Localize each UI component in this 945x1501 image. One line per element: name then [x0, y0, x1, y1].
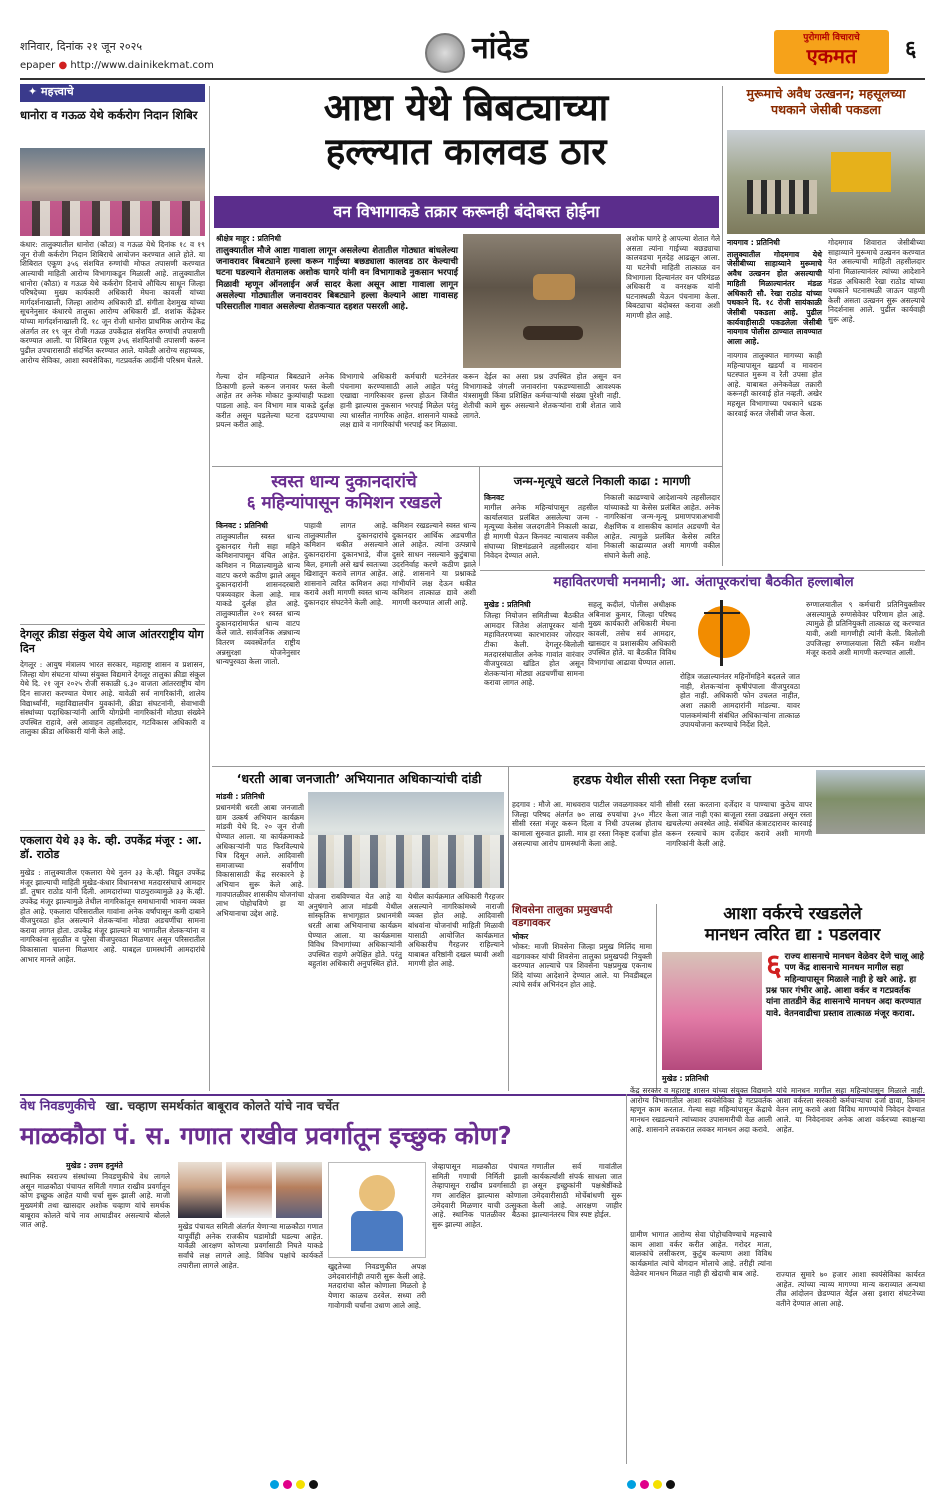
epaper-link[interactable]	[20, 60, 214, 73]
bottom-body: जेव्हापासून माळकौठा पंचायत समिती गणाची निर्मिती झाली तेव्हापासून राखीव प्रवर्गासाठी हा गण आरक्षित झाल्यास कोणाला उमेदवारी मिळणार याची उत्सुकता आहे. स्थानिक पातळीवर बैठका सुरू झाल्या आहेत.	[432, 1162, 528, 1229]
shivsena-box	[512, 904, 652, 1090]
lead-body: करून देईल का असा प्रश्न उपस्थित होत असून वन विभागाकडे जंगली जनावरांना पकडण्यासाठी आवश्यक यंत्रसामुग्री किंवा प्रशिक्षित कर्मचाऱ्यांची संख्या पुरेशी नाही. शेतीची कामे सुरू असल्याने शेतकऱ्यांना रात्री शेतात जावे लागते.	[463, 372, 621, 420]
ration-body: कमिशन रखडल्याने स्वस्त धान्य दुकानदार आर्थिक अडचणीत आले आहेत. त्यांना उत्पन्नाचे दुसरे साधन नसल्याने कुटुंबाचा उदरनिर्वाह करणे कठीण झाले आहे. शासनाने या प्रश्नाकडे गांभीर्याने लक्ष देऊन थकीत कमिशन तात्काळ द्यावे अशी मागणी करण्यात आली आहे.	[392, 521, 476, 607]
headline-line: ६ महिन्यांपासून कमिशन रखडले	[246, 493, 442, 514]
column-rule	[209, 86, 210, 1091]
dharti-body: येथील कार्यक्रमात अधिकारी गैरहजर असल्याने नागरिकांमध्ये नाराजी व्यक्त होत आहे. आदिवासी बांधवांना योजनांची माहिती मिळावी यासाठी आयोजित कार्यक्रमात अधिकारीच गैरहजर राहिल्याने याबाबत वरिष्ठांनी दखल घ्यावी अशी मागणी होत आहे.	[408, 892, 504, 969]
sidebar	[20, 84, 205, 1094]
issue-date: शनिवार, दिनांक २१ जून २०२५	[20, 40, 143, 53]
story-body: मुखेड : तालुक्यातील एकलारा येथे नुतन ३३ के.व्ही. विद्युत उपकेंद्र मंजूर झाल्याची माहिती मुखेड-कंधार विधानसभा मतदारसंघाचे आमदार डॉ. तुषार राठोड यांनी दिली. आमदारांच्या पाठपुराव्यामुळे ३३ के.व्ही. उपकेंद्र मंजूर झाल्यामुळे तेथील नागरिकांतून समाधानाची भावना व्यक्त होत आहे. एकलारा परिसरातील गावांना अनेक वर्षांपासून कमी दाबाने वीजपुरवठा होत असल्याने शेतकऱ्यांना मोठ्या अडचणींचा सामना करावा लागत होता. उपकेंद्र मंजूर झाल्याने या भागातील शेतकऱ्यांना व नागरिकांना सुरळीत व पुरेसा वीजपुरवठा मिळणार असून परिसरातील विकासाला चालना मिळणार आहे. याबद्दल ग्रामस्थांनी आमदारांचे आभार मानले आहेत.	[20, 868, 205, 964]
paper-logo	[774, 30, 889, 74]
lead-subhead: वन विभागाकडे तक्रार करूनही बंदोबस्त होईना	[333, 202, 600, 221]
lead-body: विभागाचे अधिकारी कर्मचारी घटनेनंतर पंचनामा करण्यासाठी आले आहेत परंतु एखाद्या नागरिकावर हल्ला होऊन जिवीत हानी झाल्यास नुकसान भरपाई मिळेल परंतु त्या धास्तीत नागरिक आहेत. शासनाने याकडे लक्ष द्यावे व नागरिकांची भरपाई कर मिळावा.	[340, 372, 458, 430]
ration-byline: किनवट : प्रतिनिधी	[216, 521, 268, 530]
jcb-body: नायगाव तालुक्यात मागच्या काही महिन्यापासून खडर्यां व मावरान घटस्पात मुरूम व रेती उपसा होत आहे. याबाबत अनेकवेळा तक्रारी करूनही कारवाई होत नव्हती. अखेर महसूल विभागाच्या पथकाने धडक कारवाई करत जेसीबी जप्त केला.	[727, 350, 822, 418]
portrait-2	[226, 1162, 272, 1218]
birth-byline: किनवट	[484, 493, 505, 502]
headline-line: आशा वर्करचे रखडलेले	[723, 904, 862, 924]
birth-body: निकाली काढण्याचे आदेशान्वये तहसीलदार यांच्याकडे या केसेस प्रलंबित आहेत. अनेक नागरिकांना जन्म-मृत्यू प्रमाणपत्राअभावी शैक्षणिक व शासकीय कामांत अडचणी येत आहेत. त्यामुळे प्रलंबित केसेस त्वरित निकाली काढाव्यात अशी मागणी वकील संघाने केली आहे.	[604, 493, 720, 560]
shivsena-body: भोकर: माजी शिवसेना जिल्हा प्रमुख मिलिंद मामा वडगावकर यांची शिवसेना तालुका प्रमुखपदी नियुक्ती करण्यात आल्याचे पत्र शिवसेना पक्षप्रमुख एकनाथ शिंदे यांच्या आदेशाने देण्यात आले. या निवडीबद्दल त्यांचे सर्वत्र अभिनंदन होत आहे.	[512, 941, 652, 990]
headline-line: आष्टा येथे बिबट्याच्या	[323, 86, 609, 129]
event-photo	[308, 792, 504, 888]
page-number: ६	[905, 37, 917, 62]
mseb-body: रुग्णालयातील ९ कर्मचारी प्रतिनियुक्तीवर असल्यामुळे रुग्णसेवेवर परिणाम होत आहे. त्यामुळे ही प्रतिनियुक्ती तात्काळ रद्द करण्यात यावी, अशी मागणीही त्यांनी केली. बिलोली उपजिल्हा रुग्णालयाला सिटी स्कॅन मशीन मंजूर करावे अशी मागणी करण्यात आली.	[806, 600, 925, 658]
bottom-body: मुखेड पंचायत समिती अंतर्गत येणाऱ्या माळकौठा गणात यापूर्वीही अनेक राजकीय घडामोडी घडल्या आहेत. यावेळी आरक्षण कोणत्या प्रवर्गासाठी निघते याकडे सर्वांचे लक्ष लागले आहे. विविध पक्षांचे कार्यकर्ते तयारीला लागले आहेत.	[178, 1222, 323, 1270]
jcb-byline: नायगाव : प्रतिनिधी	[727, 238, 780, 247]
masthead	[0, 0, 945, 86]
story-body: कंधार: तालुक्यातील धानोरा (कौठा) व गऊळ येथे दिनांक १८ व १९ जून रोजी कर्करोग निदान शिबिराचे आयोजन करण्यात आले होते. या शिबिरात एकूण ३५६ संशयित रुग्णांची मोफत तपासणी करण्यात आल्याची माहिती आरोग्य विभागाकडून मिळाली आहे. तालुक्यातील धानोरा (कौठा) व गऊळ येथे कर्करोग दिनाचे औचित्य साधून जिल्हा परिषदेच्या मुख्य कार्यकारी अधिकारी मेघना कावली यांच्या मार्गदर्शनाखाली, जिल्हा आरोग्य अधिकारी डॉ. संगीता देशमुख यांच्या सूचनेनुसार कंधारचे तालुका आरोग्य अधिकारी डॉ. शशांक केंद्रेकर यांच्या मार्गदर्शनाखाली दि. १८ जून रोजी धानोरा प्राथमिक आरोग्य केंद्र अंतर्गत तर १९ जून रोजी गऊळ उपकेंद्रात संशयित रुग्णांची तपासणी करण्यात आली. या शिबिरात एकूण ३५६ संशयितांची तपासणी करून पुढील उपचारासाठी संदर्भित करण्यात आले. यावेळी आरोग्य सहाय्यक, आरोग्य सेविका, आशा स्वयंसेविका, गटप्रवर्तक आदींनी परिश्रम घेतले.	[20, 240, 205, 365]
power-icon-graphic	[680, 600, 766, 670]
jcb-intro-box	[727, 238, 822, 566]
asha-photo	[662, 952, 762, 1070]
star-icon: ✦	[28, 85, 42, 98]
globe-icon: ●	[58, 60, 68, 71]
road-side-text	[816, 838, 925, 900]
lead-headline	[216, 86, 716, 175]
cartoon-graphic	[328, 1162, 426, 1258]
dharti-headline: ‘धरती आबा जनजाती’ अभियानात अधिकाऱ्यांची दांडी	[236, 771, 482, 786]
headline-line: हल्ल्यात कालवड ठार	[325, 130, 607, 174]
section-rule	[212, 466, 722, 467]
asha-lead: राज्य शासनाचे मानधन वेळेवर देणे चालू आहे पण केंद्र शासनाचे मानधन मागील सहा महिन्यापासून मिळाले नाही हे खरे आहे. हा प्रश्न फार गंभीर आहे. आशा वर्कर व गटप्रवर्तक यांना तातडीने केंद्र शासनाचे मानधन अदा करण्यात यावे. वेतनवाढीचा प्रस्ताव तात्काळ मंजूर करावा.	[766, 952, 924, 1019]
story-title: धानोरा व गऊळ येथे कर्करोग निदान शिबिर	[20, 108, 198, 122]
dharti-body: प्रधानमंत्री धरती आबा जनजाती ग्राम उत्कर्ष अभियान कार्यक्रम मांडवी येथे दि. २० जून रोजी घेण्यात आला. या कार्यक्रमाकडे अधिकाऱ्यांनी पाठ फिरविल्याचे चित्र दिसून आले. आदिवासी समाजाच्या सर्वांगीण विकासासाठी केंद्र सरकारने हे अभियान सुरू केले आहे. गावपातळीवर शासकीय योजनांचा लाभ पोहोचविणे हा या अभियानाचा उद्देश आहे.	[216, 803, 304, 918]
jcb-headline: मुरूमाचे अवैध उत्खनन; महसूलच्या पथकाने जेसीबी पकडला	[746, 86, 906, 118]
story-title: देगलूर क्रीडा संकुल येथे आज आंतरराष्ट्रीय योग दिन	[20, 628, 204, 655]
kicker-label: वेध निवडणुकीचे	[20, 1099, 96, 1114]
asha-drop-cap: ६	[766, 948, 782, 983]
bottom-body: स्थानिक स्वराज्य संस्थांच्या निवडणुकीचे वेध लागले असून माळकौठा पंचायत समिती गणात राखीव प्रवर्गातून कोण इच्छुक आहेत याची चर्चा सुरू झाली आहे. माजी मुख्यमंत्री तथा खासदार अशोक चव्हाण यांचे समर्थक बाबूराव कोलते यांचे नाव आघाडीवर असल्याचे बोलले जात आहे.	[20, 1172, 170, 1230]
section-rule	[212, 766, 925, 767]
lead-intro: तालुक्यातील मौजे आष्टा गावाला लागून असलेल्या शेतातील गोठ्यात बांधलेल्या जनावरावर बिबट्याने हल्ला करून गाईच्या बछड्याला कालवड ठार केल्याची घटना घडल्याने शेतमालक अशोक घागरे यांनी वन विभागाकडे नुकसान भरपाई मिळावी म्हणून ऑनलाईन अर्ज सादर केला असून आष्टा गावाला लागून असलेल्या गोठ्यातील जनावरावर बिबट्याने हल्ला केल्याने आष्टा गावासह परिसरातील गावात असलेल्या शेतकऱ्यात दहशत पसरली आहे.	[216, 245, 458, 313]
mseb-headline: महावितरणची मनमानी; आ. अंतापूरकरांचा बैठकीत हल्लाबोल	[553, 574, 854, 590]
road-photo	[816, 770, 925, 834]
jcb-photo	[727, 130, 925, 234]
birth-body: मागील अनेक महिन्यांपासून तहसील कार्यालयात प्रलंबित असलेल्या जन्म - मृत्यूच्या केसेस जलदगतीने निकाली काढा, ही मागणी घेऊन किनवट न्यायालय वकील संघाच्या शिष्टमंडळाने तहसीलदार यांना निवेदन देण्यात आले.	[484, 503, 598, 561]
ration-headline	[214, 472, 474, 515]
bottom-byline: मुखेड : उत्तम हनुमंते	[66, 1161, 123, 1170]
print-registration-marks	[0, 1480, 945, 1496]
lead-byline: श्रीक्षेत्र माहूर : प्रतिनिधी	[216, 234, 282, 243]
lead-body: अशोक घागरे हे आपल्या शेतात गेले असता त्यांना गाईच्या बछड्याचा कालवडचा मृतदेह आढळून आला. या घटनेची माहिती तात्काळ वन विभागाला दिल्यानंतर वन परिमंडळ अधिकारी व वनरक्षक यांनी घटनास्थळी येऊन पंचनामा केला. बिबट्याचा बंदोबस्त करावा अशी मागणी होत आहे.	[626, 234, 720, 320]
headline-line: मानधन त्वरित द्या : पडलवार	[704, 925, 881, 946]
calf-photo	[463, 234, 621, 368]
edition-logo	[425, 33, 465, 73]
bottom-body: गणातील सर्व गावांतील कार्यकर्त्यांशी संपर्क साधला जात असून इच्छुकांनी पक्षश्रेष्ठींकडे उमेदवारीसाठी मोर्चेबांधणी सुरू केली आहे. आरक्षण जाहीर झाल्यानंतरच चित्र स्पष्ट होईल.	[532, 1162, 622, 1220]
section-rule	[480, 570, 925, 571]
camp-photo	[20, 148, 205, 236]
dharti-body: योजना राबविण्यात येत आहे या अनुषंगाने आज मांडवी येथील सांस्कृतिक सभागृहात प्रधानमंत्री धरती आबा अभियानाचा कार्यक्रम घेण्यात आला. या कार्यक्रमास विविध विभागांच्या अधिकाऱ्यांनी उपस्थित राहणे अपेक्षित होते. परंतु बहुतांश अधिकारी अनुपस्थित होते.	[308, 892, 402, 969]
bottom-headline: माळकौठा पं. स. गणात राखीव प्रवर्गातून इच्छुक कोण?	[20, 1121, 512, 1150]
road-body: हदगाव : मौजे आ. माधवराव पाटील जवळगावकर यांनी जिल्हा परिषद अंतर्गत ७० लाख रुपयांचा ३५० मीटर सीसी रस्ता मंजूर करून दिला व निधी उपलब्ध होताच कामाला सुरुवात झाली. मात्र हा रस्ता निकृष्ट दर्जाचा होत असल्याचा आरोप ग्रामस्थांनी केला आहे.	[512, 800, 662, 848]
sidebar-section-label: ✦ महत्त्वाचे	[20, 84, 205, 102]
story-title: एकलारा येथे ३३ के. व्ही. उपकेंद्र मंजूर : आ. डॉ. राठोड	[20, 834, 202, 861]
column-rule	[656, 904, 657, 1091]
story-body: देगलूर : आयुष मंत्रालय भारत सरकार, महाराष्ट्र शासन व प्रशासन, जिल्हा योग संघटना यांच्या संयुक्त विद्यमाने देगलूर तालुका क्रीडा संकुल येथे दि. २१ जून २०२५ रोजी सकाळी ६.३० वाजता आंतरराष्ट्रीय योग दिन साजरा करण्यात येणार आहे. यावेळी सर्व नागरिकांनी, शालेय विद्यार्थ्यांनी, महाविद्यालयीन युवकांनी, क्रीडा संघटनांनी, सेवाभावी संस्थांच्या पदाधिकाऱ्यांनी आणि योगप्रेमी नागरिकांनी मोठ्या संख्येने उपस्थित राहावे, असे आवाहन तहसीलदार, गटविकास अधिकारी व तालुका क्रीडा अधिकारी यांनी केले आहे.	[20, 660, 205, 737]
kicker-text: खा. चव्हाण समर्थकांत बाबूराव कोलते यांचे नाव चर्चेत	[105, 1099, 340, 1113]
asha-body: राज्यात सुमारे ७० हजार आशा स्वयंसेविका कार्यरत आहेत. त्यांच्या न्याय्य मागण्या मान्य कराव्यात अन्यथा तीव्र आंदोलन छेडण्यात येईल असा इशारा संघटनेच्या वतीने देण्यात आला आहे.	[776, 1270, 925, 1308]
road-body: सीसी रस्ता करताना दर्जेदार व पाण्याचा कुठेच वापर केला जात नाही एका बाजूला रस्ता उखडला असून रस्ता खचलेल्या अवस्थेत आहे. संबंधित कंत्राटदारावर कारवाई करून रस्त्याचे काम दर्जेदार करावे अशी मागणी नागरिकांनी केली आहे.	[666, 800, 812, 848]
divider	[20, 624, 205, 625]
asha-body: ग्रामीण भागात आरोग्य सेवा पोहोचविण्याचे महत्त्वाचे काम आशा वर्कर करीत आहेत. गरोदर माता, बालकांचे लसीकरण, कुटुंब कल्याण अशा विविध कार्यक्रमांत त्यांचे योगदान मोलाचे आहे. तरीही त्यांना वेळेवर मानधन मिळत नाही ही खेदाची बाब आहे.	[630, 1230, 772, 1278]
headline-line: स्वस्त धान्य दुकानदारांचे	[271, 472, 417, 492]
masthead-rule	[20, 78, 925, 80]
birth-headline: जन्म-मृत्यूचे खटले निकाली काढा : मागणी	[513, 474, 691, 488]
ration-body: पाहावी लागत आहे. तालुक्यातील दुकानदारांचे कमिशन थकीत असल्याने दुकानदारांना दुकानभाडे, वीज बिल, हमाली असे खर्च स्वतःच्या खिशातून करावे लागत आहेत. शासनाने त्वरित कमिशन अदा करावे अशी मागणी स्वस्त धान्य दुकानदार संघटनेने केली आहे.	[304, 521, 388, 607]
asha-body: यांचे मानधन मागील सहा महिन्यांपासून मिळाले नाही. आशा वर्करला सरकारी कर्मचाऱ्याचा दर्जा द्यावा, किमान वेतन लागू करावे अशा विविध मागण्यांचे निवेदन देण्यात आले. या निवेदनावर अनेक आशा वर्करच्या स्वाक्षऱ्या आहेत.	[776, 1086, 925, 1134]
shivsena-title: शिवसेना तालुका प्रमुखपदी वडगावकर	[512, 904, 613, 930]
lead-body: गेल्या दोन महिन्यात बिबट्याने अनेक ठिकाणी हल्ले करून जनावर फस्त केली आहेत तर अनेक मोकाट कुत्र्यांचाही फडशा पाडला आहे. वन विभाग मात्र याकडे दुर्लक्ष करीत असून घडलेल्या घटना दडपण्याचा प्रयत्न करीत आहे.	[216, 372, 334, 430]
ration-body: तालुक्यातील स्वस्त धान्य दुकानदार गेली सहा महिने कमिशनापासून वंचित आहेत. कमिशन न मिळाल्यामुळे धान्य वाटप करणे कठीण झाले असून दुकानदारांनी शासनदरबारी पत्रव्यवहार केला आहे. मात्र याकडे दुर्लक्ष होत आहे. तालुक्यातील २०१ स्वस्त धान्य दुकानदारांमार्फत धान्य वाटप केले जाते. सार्वजनिक अन्नधान्य वितरण व्यवस्थेंतर्गत राष्ट्रीय अन्नसुरक्षा योजनेनुसार धान्यपुरवठा केला जातो.	[216, 532, 300, 667]
portrait-1	[178, 1162, 222, 1218]
mseb-body: सहलू कदीलं, पोलीस अधीक्षक अबिनाश कुमार, जिल्हा परिषद मुख्य कार्यकारी अधिकारी मेघना कावली, तसेच सर्व आमदार, खासदार व प्रशासकीय अधिकारी उपस्थित होते. या बैठकीत विविध विभागांचा आढावा घेण्यात आला.	[588, 600, 676, 667]
asha-byline: मुखेड : प्रतिनिधी	[662, 1074, 709, 1083]
edition-name: नांदेड	[472, 31, 529, 66]
portrait-3	[276, 1162, 322, 1218]
jcb-body: गोदमगाव शिवारात जेसीबीच्या साहाय्याने मुरूमाचे उत्खनन करण्यात येत असल्याची माहिती तहसीलदार यांना मिळाल्यानंतर त्यांच्या आदेशाने मंडळ अधिकारी रेखा राठोड यांच्या पथकाने घटनास्थळी जाऊन पाहणी केली असता उत्खनन सुरू असल्याचे निदर्शनास आले. पुढील कार्यवाही सुरू आहे.	[828, 238, 925, 324]
column-rule	[626, 1094, 627, 1464]
mseb-body: जिल्हा नियोजन समितीच्या बैठकीत आमदार जितेश अंतापूरकर यांनी महावितरणच्या कारभारावर जोरदार टीका केली. देगलूर-बिलोली मतदारसंघातील अनेक गावांत वारंवार वीजपुरवठा खंडित होत असून शेतकऱ्यांना मोठ्या अडचणींचा सामना करावा लागत आहे.	[484, 611, 584, 688]
mseb-body: रोहित्र जळाल्यानंतर महिनोंमहिने बदलले जात नाही, शेतकऱ्यांना कृषीपंपाला वीजपुरवठा होत नाही. अधिकारी फोन उचलत नाहीत, अशा तक्रारी आमदारांनी मांडल्या. यावर पालकमंत्र्यांनी संबंधित अधिकाऱ्यांना तात्काळ उपाययोजना करण्याचे निर्देश दिले.	[680, 672, 800, 730]
shivsena-byline: भोकर	[512, 932, 529, 942]
site-url: http://www.dainikekmat.com	[70, 60, 214, 71]
asha-body: केंद्र सरकार व महाराष्ट्र शासन यांच्या संयुक्त विद्यमाने आरोग्य विभागातील आशा स्वयंसेविका हे गटप्रवर्तक म्हणून काम करतात. गेल्या सहा महिन्यांपासून केंद्राचे मानधन रखडल्याने त्यांच्यावर उपासमारीची वेळ आली आहे. शासनाने लवकरात लवकर मानधन अदा करावे.	[630, 1086, 772, 1134]
column-rule	[508, 766, 509, 1091]
jcb-intro: तालुक्यातील गोदमगाव येथे जेसीबीच्या साहाय्याने मुरूमाचे अवैध उत्खनन होत असल्याची माहिती मिळाल्यानंतर मंडळ अधिकारी सौ. रेखा राठोड यांच्या पथकाने दि. १८ रोजी सायंकाळी जेसीबी पकडला आहे. पुढील कार्यवाहीसाठी पकडलेला जेसीबी नायगाव पोलीस ठाण्यात लावण्यात आला आहे.	[727, 249, 822, 347]
mseb-byline: मुखेड : प्रतिनिधी	[484, 600, 531, 609]
asha-headline	[660, 904, 925, 947]
asha-lead-box	[766, 948, 925, 1072]
road-headline: हरडफ येथील सीसी रस्ता निकृष्ट दर्जाचा	[573, 772, 751, 787]
column-rule	[722, 86, 723, 566]
dharti-byline: मांडवी : प्रतिनिधी	[216, 792, 265, 801]
column-rule	[479, 466, 480, 566]
paper-tagline: पुरोगामी विचाराचे	[803, 33, 860, 43]
lead-intro-box	[216, 234, 458, 368]
epaper-label: epaper	[20, 60, 56, 71]
bottom-body: खुद्दतेच्या निवडणुकीत अपक्ष उमेदवारांनीही तयारी सुरू केली आहे. मतदारांचा कौल कोणाला मिळतो हे येणारा काळच ठरवेल. सध्या तरी गावोगावी चर्चांना उधाण आले आहे.	[328, 1262, 426, 1310]
divider	[20, 830, 205, 831]
lead-subhead-banner	[214, 196, 719, 228]
paper-name: एकमत	[806, 43, 857, 68]
